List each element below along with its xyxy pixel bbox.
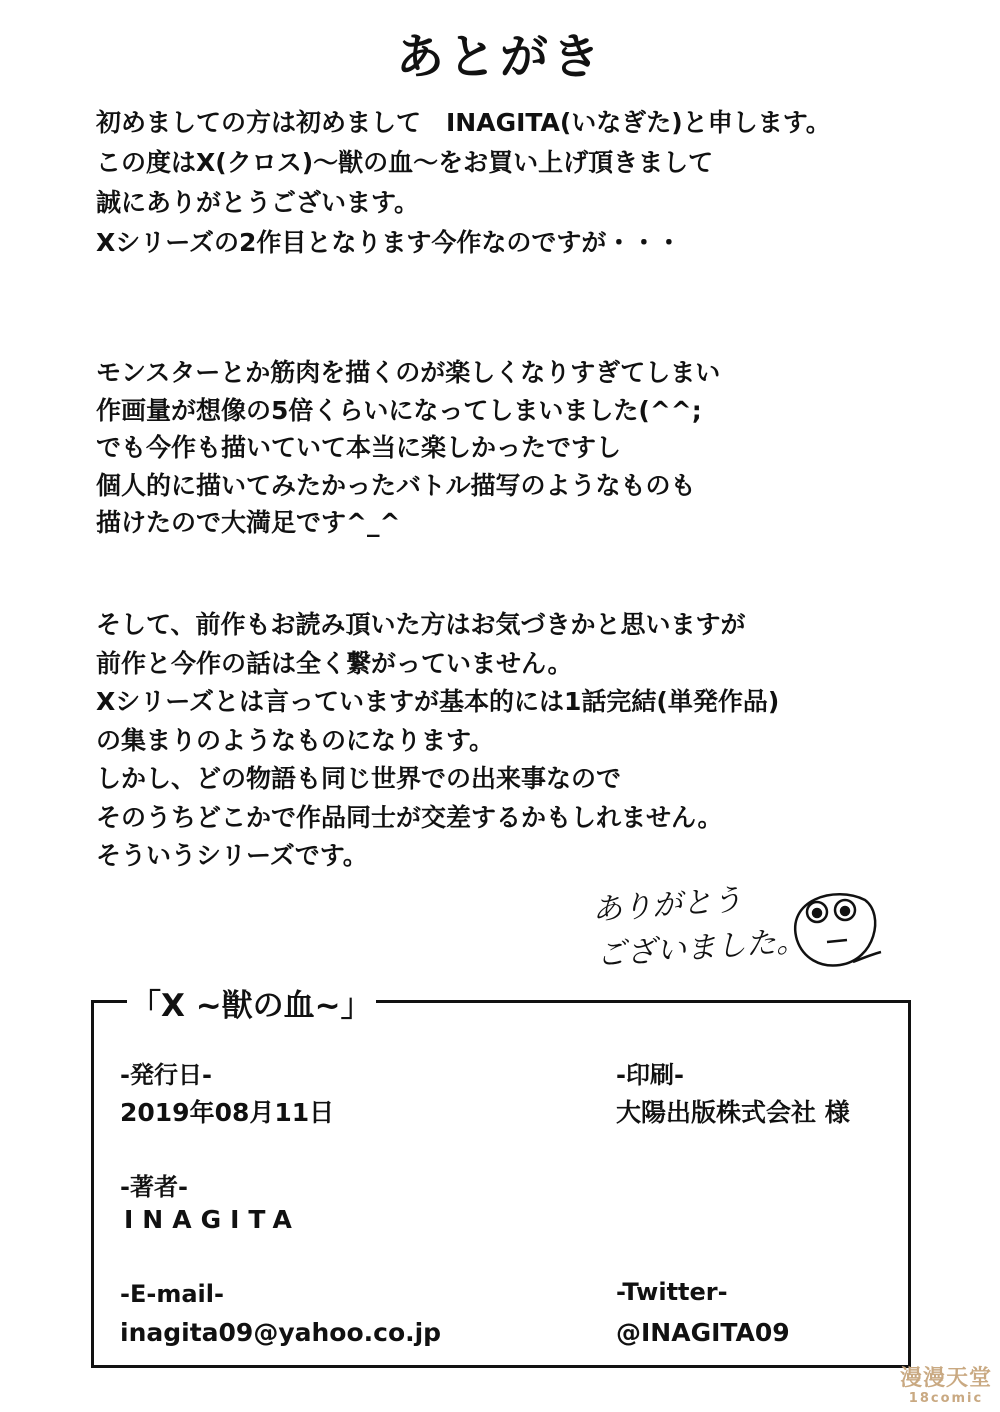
text-line: 個人的に描いてみたかったバトル描写のようなものも bbox=[96, 470, 696, 500]
text-line: 誠にありがとうございます。 bbox=[96, 188, 420, 217]
text-line: 前作と今作の話は全く繋がっていません。 bbox=[96, 648, 573, 678]
text-line: そのうちどこかで作品同士が交差するかもしれません。 bbox=[96, 802, 723, 832]
twitter-label: -Twitter- bbox=[616, 1278, 728, 1306]
printer-value: 大陽出版株式会社 様 bbox=[616, 1098, 850, 1127]
text-line: Xシリーズとは言っていますが基本的には1話完結(単発作品) bbox=[96, 687, 780, 716]
text-line: この度はX(クロス)〜獣の血〜をお買い上げ頂きまして bbox=[96, 148, 714, 177]
text-line: モンスターとか筋肉を描くのが楽しくなりすぎてしまい bbox=[96, 358, 721, 387]
text-line: の集まりのようなものになります。 bbox=[96, 725, 495, 755]
colophon-box bbox=[91, 1000, 911, 1368]
thanks-line-1: ありがとう bbox=[591, 882, 744, 928]
afterword-paragraph-3 bbox=[96, 606, 956, 876]
text-line: しかし、どの物語も同じ世界での出来事なので bbox=[96, 764, 622, 793]
colophon-title: 「X ~獣の血~」 bbox=[130, 988, 372, 1024]
author-value: INAGITA bbox=[124, 1205, 301, 1234]
page-title: あとがき bbox=[395, 29, 604, 85]
email-label: -E-mail- bbox=[120, 1280, 224, 1308]
publish-date-label: -発行日- bbox=[120, 1061, 212, 1089]
email-value: inagita09@yahoo.co.jp bbox=[120, 1318, 442, 1347]
text-line: Xシリーズの2作目となります今作なのですが・・・ bbox=[96, 228, 682, 257]
colophon-border-segment bbox=[91, 1000, 127, 1003]
text-line: そして、前作もお読み頂いた方はお気づきかと思いますが bbox=[96, 610, 746, 639]
colophon-border-segment bbox=[376, 1000, 911, 1003]
watermark-logo bbox=[898, 1368, 994, 1405]
watermark-line-1: 漫漫天堂 bbox=[899, 1366, 992, 1391]
text-line: そういうシリーズです。 bbox=[96, 841, 368, 870]
smiley-face-icon bbox=[795, 894, 881, 965]
handwritten-thanks-doodle bbox=[585, 880, 885, 980]
publish-date-value: 2019年08月11日 bbox=[120, 1098, 335, 1127]
text-line: 初めましての方は初めまして INAGITA(いなぎた)と申します。 bbox=[96, 108, 831, 137]
afterword-paragraph-1 bbox=[96, 103, 956, 263]
author-label: -著者- bbox=[120, 1173, 188, 1201]
text-line: でも今作も描いていて本当に楽しかったですし bbox=[96, 433, 622, 462]
twitter-value: @INAGITA09 bbox=[616, 1318, 790, 1347]
thanks-line-2: ございました。 bbox=[595, 923, 808, 973]
printer-label: -印刷- bbox=[616, 1061, 684, 1089]
watermark-line-2: 18comic bbox=[908, 1391, 984, 1406]
text-line: 作画量が想像の5倍くらいになってしまいました(^^; bbox=[96, 395, 702, 425]
text-line: 描けたので大満足です^_^ bbox=[96, 508, 401, 537]
afterword-paragraph-2 bbox=[96, 354, 956, 542]
